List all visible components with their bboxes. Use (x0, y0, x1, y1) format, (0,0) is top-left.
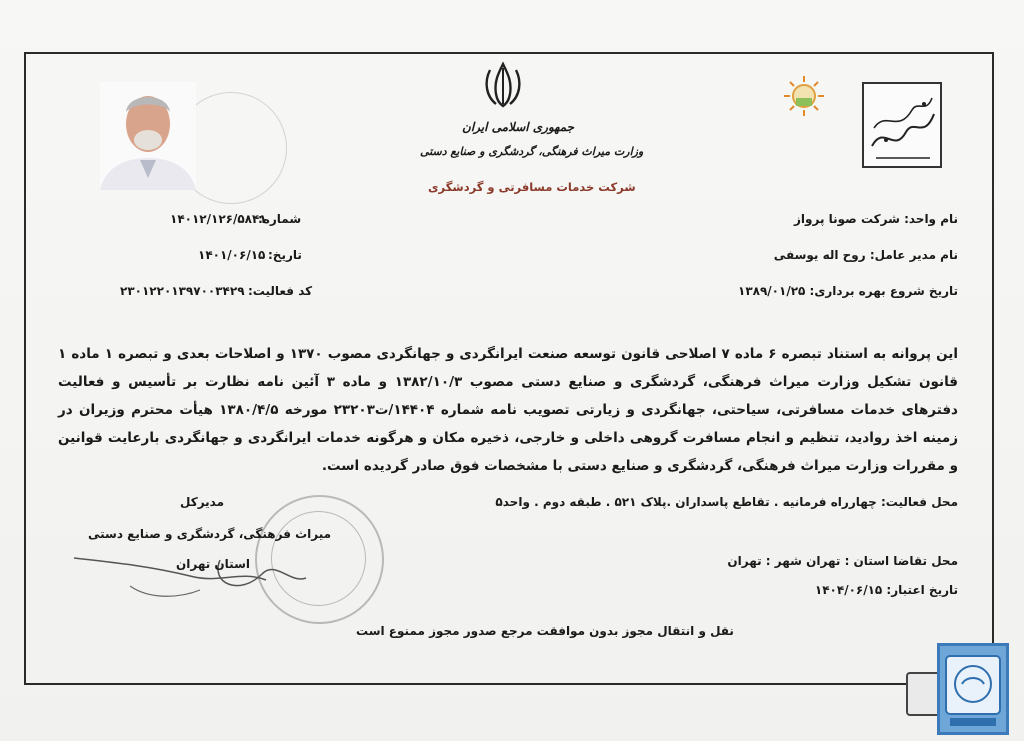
handwritten-signature-icon (70, 540, 310, 610)
manager-photo (100, 82, 196, 190)
request-location: محل تقاضا استان : تهران شهر : تهران (727, 554, 958, 568)
number-label: شماره: (258, 212, 302, 226)
sun-logo-icon (782, 74, 826, 118)
person-photo-icon (100, 82, 196, 190)
revenue-stamp-icon (940, 646, 1006, 732)
validity-date: تاریخ اعتبار: ۱۴۰۴/۰۶/۱۵ (814, 583, 958, 597)
activity-location: محل فعالیت: چهارراه فرمانیه . تقاطع پاسداران .پلاک ۵۲۱ . طبقه دوم . واحد۵ (495, 495, 958, 509)
signature-title: مدیرکل (180, 495, 225, 509)
ministry-title: وزارت میراث فرهنگی، گردشگری و صنایع دستی (420, 145, 644, 158)
date-label: تاریخ: (268, 248, 302, 262)
republic-title: جمهوری اسلامی ایران (462, 120, 575, 134)
unit-name: نام واحد: شرکت صونا پرواز (794, 212, 958, 226)
signature-org: میراث فرهنگی، گردشگری و صنایع دستی (88, 527, 332, 541)
number-value: ۱۴۰۱۲/۱۲۶/۵۸۴۱ (170, 212, 267, 226)
revenue-stamp (937, 643, 1009, 735)
transfer-notice: نقل و انتقال مجوز بدون موافقت مرجع صدور مجوز ممنوع است (356, 624, 734, 638)
operation-start-date: تاریخ شروع بهره برداری: ۱۳۸۹/۰۱/۲۵ (738, 284, 958, 298)
signature-province: استان تهران (176, 557, 250, 571)
iran-emblem-icon (480, 60, 526, 110)
company-type-title: شرکت خدمات مسافرتی و گردشگری (428, 180, 636, 194)
ministry-calligraphy-icon (864, 84, 940, 166)
license-body-paragraph: این پروانه به استناد تبصره ۶ ماده ۷ اصلاحی قانون توسعه صنعت ایرانگردی و جهانگردی مصوب ۱۳۷۰ و اصلاحات بعدی و تبصره ۱ ماده ۱ قانون تشکیل وزارت میراث فرهنگی، گردشگری و صنایع دستی مصوب ۱۳۸۲/۱۰/۳ و ماده ۳ آئین نامه نظارت بر تأسیس و فعالیت دفترهای خدمات مسافرتی، سیاحتی، جهانگردی و زیارتی تصویب نامه شماره ۱۴۴۰۴/ت۲۳۲۰۳ مورخه ۱۳۸۰/۴/۵ هیأت محترم وزیران در زمینه اخذ روادید، تنظیم و انجام مسافرت گروهی داخلی و خارجی، ذخیره مکان و هرگونه خدمات ایرانگردی و جهانگردی بارعایت قوانین و مقررات وزارت میراث فرهنگی، گردشگری و صنایع دستی با مشخصات فوق صادر گردیده است. (58, 346, 958, 474)
ministry-logo-box (862, 82, 942, 168)
manager-name: نام مدیر عامل: روح اله یوسفی (773, 248, 958, 262)
activity-code-value: ۲۳۰۱۲۲۰۱۳۹۷۰۰۳۴۲۹ (120, 284, 245, 298)
activity-code-label: کد فعالیت: (248, 284, 313, 298)
date-value: ۱۴۰۱/۰۶/۱۵ (198, 248, 266, 262)
